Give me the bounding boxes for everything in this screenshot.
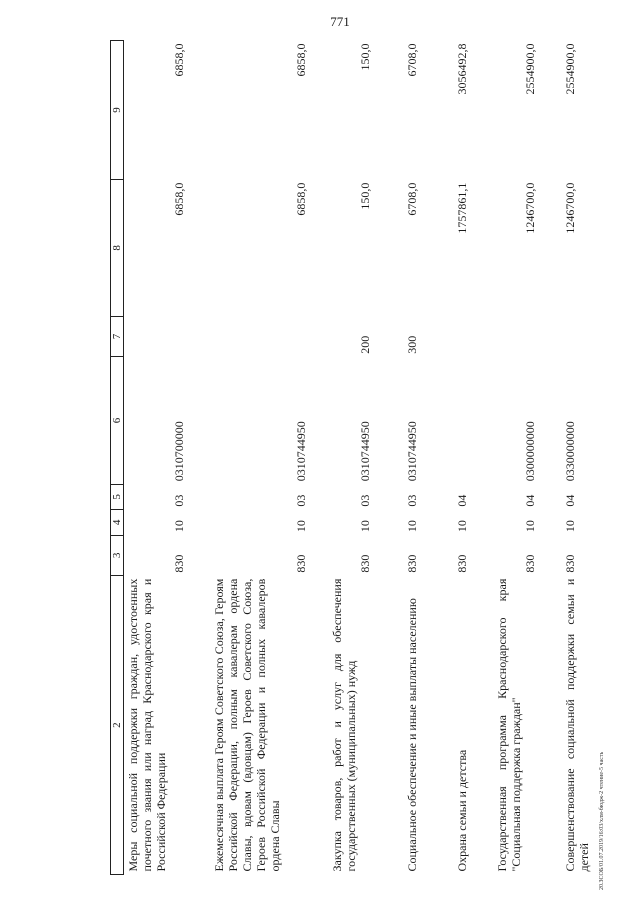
row-name: Ежемесячная выплата Героям Советского Союза, Героям Российской Федерации, полным кавалерам ордена Славы, вдовам (вдовцам) Героев Советского Союза, Героев Российской Федерации и полных кавалеров ордена Славы xyxy=(211,578,282,872)
table-row xyxy=(453,41,493,875)
document-footer: 20.ЗСОБ/01.07.2019/16:03/хлм-бюдж-2 чтение-5 часть xyxy=(599,751,605,890)
row-amount-1: 6858,0 xyxy=(293,182,308,216)
header-cell-3: 3 xyxy=(111,535,124,576)
budget-table xyxy=(110,40,601,875)
row-name: Охрана семьи и детства xyxy=(454,749,469,872)
table-row xyxy=(493,41,561,875)
row-name: Государственная программа Краснодарского края "Социальная поддержка граждан" xyxy=(494,578,523,872)
row-amount-2: 6858,0 xyxy=(293,43,308,77)
row-rz: 10 xyxy=(357,520,372,533)
row-name: Социальное обеспечение и иные выплаты населению xyxy=(404,598,419,872)
row-csr: 0310744950 xyxy=(293,421,308,482)
row-pr: 04 xyxy=(522,494,537,507)
row-amount-1: 150,0 xyxy=(357,182,372,210)
row-name: Совершенствование социальной поддержки семьи и детей xyxy=(562,578,591,872)
table-row xyxy=(210,41,328,875)
row-amount-2: 3056492,8 xyxy=(454,43,469,95)
row-pr: 03 xyxy=(172,494,186,507)
rotated-table-container xyxy=(110,40,590,875)
row-amount-2: 2554900,0 xyxy=(562,43,577,95)
header-cell-5: 5 xyxy=(111,484,124,509)
row-vr xyxy=(124,316,210,357)
table-row xyxy=(561,41,601,875)
row-vr xyxy=(453,316,493,357)
row-admin: 830 xyxy=(454,554,469,573)
row-csr: 0330000000 xyxy=(562,421,577,482)
row-admin: 830 xyxy=(357,554,372,573)
row-pr: 04 xyxy=(454,494,469,507)
row-name: Меры социальной поддержки граждан, удостоенных почетного звания или наград Краснодарского края и Российской Федерации xyxy=(126,578,168,872)
table-row xyxy=(124,41,210,875)
page-number: 771 xyxy=(330,14,350,29)
row-amount-2: 150,0 xyxy=(357,43,372,71)
header-cell-6: 6 xyxy=(111,357,124,484)
header-row xyxy=(111,41,124,875)
header-cell-4: 4 xyxy=(111,510,124,535)
row-rz: 10 xyxy=(454,520,469,533)
row-admin: 830 xyxy=(172,554,186,573)
row-vr xyxy=(493,316,561,357)
row-admin: 830 xyxy=(293,554,308,573)
header-cell-9: 9 xyxy=(111,41,124,180)
row-amount-2: 6858,0 xyxy=(172,43,186,77)
row-name: Закупка товаров, работ и услуг для обеспечения государственных (муниципальных) нужд xyxy=(329,578,358,872)
row-rz: 10 xyxy=(562,520,577,533)
row-vr: 300 xyxy=(404,335,419,354)
row-csr: 0310744950 xyxy=(404,421,419,482)
row-amount-2: 2554900,0 xyxy=(522,43,537,95)
row-amount-1: 6708,0 xyxy=(404,182,419,216)
row-amount-2: 6708,0 xyxy=(404,43,419,77)
row-rz: 10 xyxy=(172,520,186,533)
table-row xyxy=(328,41,403,875)
row-amount-1: 1246700,0 xyxy=(522,182,537,234)
row-vr xyxy=(561,316,601,357)
row-pr: 03 xyxy=(357,494,372,507)
row-admin: 830 xyxy=(404,554,419,573)
row-rz: 10 xyxy=(293,520,308,533)
header-cell-7: 7 xyxy=(111,316,124,357)
row-pr: 04 xyxy=(562,494,577,507)
table-row xyxy=(403,41,453,875)
row-amount-1: 6858,0 xyxy=(172,182,186,216)
row-amount-1: 1246700,0 xyxy=(562,182,577,234)
row-rz: 10 xyxy=(522,520,537,533)
row-admin: 830 xyxy=(522,554,537,573)
row-vr xyxy=(210,316,328,357)
row-admin: 830 xyxy=(562,554,577,573)
row-amount-1: 1757861,1 xyxy=(454,182,469,234)
header-cell-2: 2 xyxy=(111,576,124,875)
row-csr xyxy=(453,357,493,484)
row-rz: 10 xyxy=(404,520,419,533)
header-cell-8: 8 xyxy=(111,180,124,317)
row-pr: 03 xyxy=(293,494,308,507)
row-pr: 03 xyxy=(404,494,419,507)
row-csr: 0300000000 xyxy=(522,421,537,482)
row-csr: 0310744950 xyxy=(357,421,372,482)
row-csr: 0310700000 xyxy=(172,421,186,482)
row-vr: 200 xyxy=(357,335,372,354)
